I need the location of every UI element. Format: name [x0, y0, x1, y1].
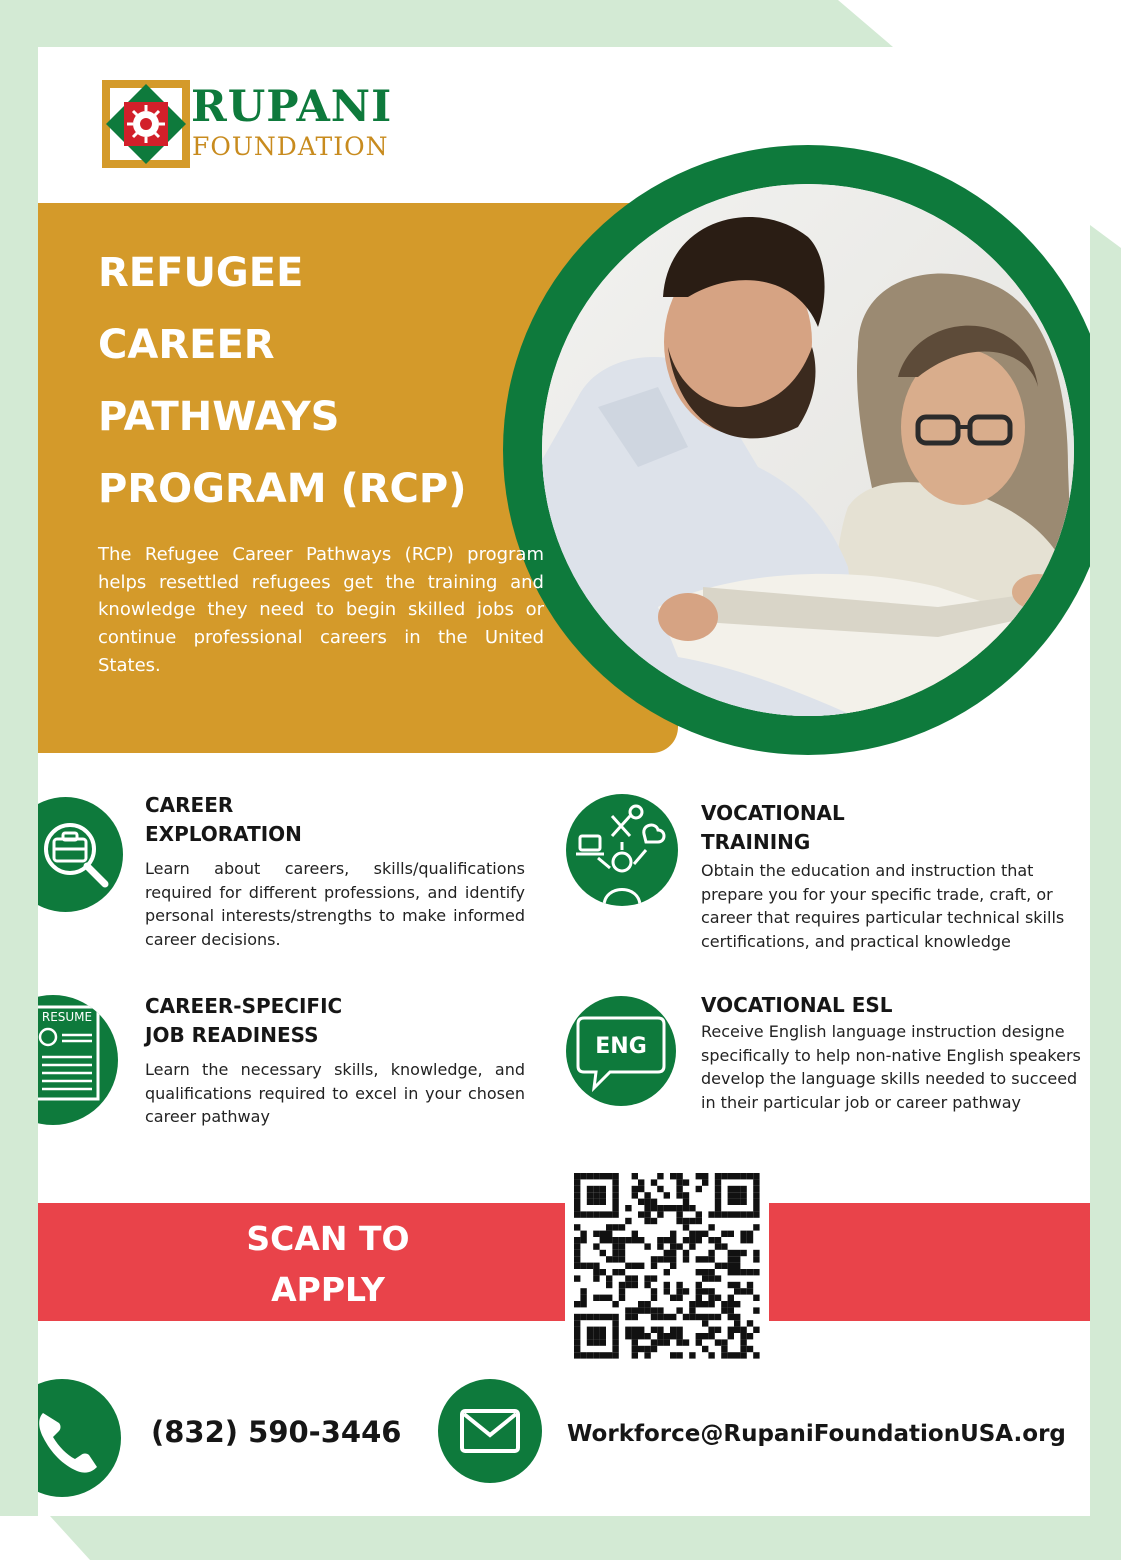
feature-title: [145, 791, 525, 849]
feature-title: [701, 991, 1090, 1020]
title-line: PATHWAYS: [98, 394, 340, 440]
title-line: CAREER: [98, 322, 275, 368]
resume-icon-label: RESUME: [41, 1010, 93, 1024]
eng-icon-label: ENG: [595, 1034, 647, 1059]
feature-title-line: TRAINING: [701, 830, 811, 854]
logo-name: RUPANI: [191, 82, 393, 132]
feature-vocational-training: [701, 799, 1090, 953]
qr-code-icon[interactable]: [565, 1164, 769, 1368]
feature-title-line: CAREER-SPECIFIC: [145, 994, 343, 1018]
feature-description: Receive English language instruction designe specifically to help non-native English speakers develop the language skills needed to succeed in their particular job or career pathway: [701, 1022, 1081, 1112]
feature-title-line: VOCATIONAL ESL: [701, 993, 893, 1017]
title-line: PROGRAM (RCP): [98, 466, 467, 512]
feature-title: [701, 799, 1090, 857]
title-line: REFUGEE: [98, 250, 304, 296]
feature-title-line: VOCATIONAL: [701, 801, 845, 825]
feature-vocational-esl: [701, 991, 1090, 1114]
cta-line: APPLY: [271, 1270, 385, 1309]
phone-number[interactable]: (832) 590-3446: [151, 1415, 402, 1449]
program-description: The Refugee Career Pathways (RCP) program helps resettled refugees get the training and knowledge they need to begin skilled jobs or continue professional careers in the United States.: [98, 544, 544, 676]
feature-description: Obtain the education and instruction that prepare you for your specific trade, craft, or career that requires particular technical skills certifications, and practical knowledge: [701, 861, 1065, 951]
feature-title-line: JOB READINESS: [145, 1023, 319, 1047]
cta-line: SCAN TO: [246, 1219, 410, 1258]
feature-description: Learn about careers, skills/qualifications required for different professions, and identify personal interests/strengths to make informed career decisions.: [145, 859, 525, 949]
scan-to-apply-text: [218, 1213, 438, 1315]
envelope-icon[interactable]: [438, 1379, 542, 1483]
apply-banner: [38, 1203, 1090, 1321]
feature-title: [145, 992, 525, 1050]
logo-subtitle: FOUNDATION: [192, 132, 389, 161]
program-title: [98, 237, 568, 525]
feature-career-exploration: [145, 791, 525, 951]
speech-bubble-eng-icon: [566, 996, 676, 1106]
feature-title-line: EXPLORATION: [145, 822, 302, 846]
flyer-page: [38, 47, 1090, 1516]
feature-description: Learn the necessary skills, knowledge, and qualifications required to excel in your chosen career pathway: [145, 1060, 525, 1126]
email-address[interactable]: Workforce@RupaniFoundationUSA.org: [567, 1421, 1066, 1447]
feature-title-line: CAREER: [145, 793, 234, 817]
person-skills-icon: [566, 794, 678, 906]
feature-job-readiness: [145, 992, 525, 1129]
